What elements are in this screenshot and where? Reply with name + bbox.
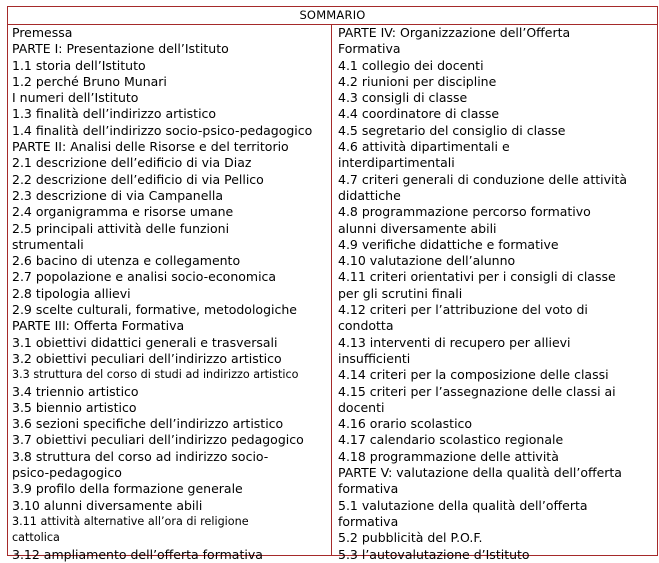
list-item: 4.16 orario scolastico: [338, 416, 473, 432]
list-item: didattiche: [338, 187, 401, 203]
list-item: 3.3 struttura del corso di studi ad indirizzo artistico: [12, 368, 299, 382]
list-item: 4.7 criteri generali di conduzione delle attività: [338, 171, 628, 187]
list-item: 3.1 obiettivi didattici generali e trasversali: [12, 334, 278, 350]
list-item: insufficienti: [338, 350, 411, 366]
list-item: formativa: [338, 513, 399, 529]
list-item: 1.4 finalità dell’indirizzo socio-psico-pedagogico: [12, 122, 313, 138]
list-item: 3.11 attività alternative all’ora di religione: [12, 514, 249, 528]
list-item: 1.2 perché Bruno Munari: [12, 73, 167, 89]
list-item: PARTE IV: Organizzazione dell’Offerta: [338, 25, 571, 40]
list-item: 1.3 finalità dell’indirizzo artistico: [12, 106, 217, 122]
list-item: 4.18 programmazione delle attività: [338, 448, 559, 464]
list-item: 4.9 verifiche didattiche e formative: [338, 236, 559, 252]
list-item: 2.8 tipologia allievi: [12, 285, 131, 301]
list-item: 3.5 biennio artistico: [12, 399, 137, 415]
list-item: 3.7 obiettivi peculiari dell’indirizzo pedagogico: [12, 432, 304, 448]
list-item: 4.15 criteri per l’assegnazione delle classi ai: [338, 383, 616, 399]
list-item: PARTE III: Offerta Formativa: [12, 318, 185, 334]
list-item: 4.6 attività dipartimentali e: [338, 139, 510, 155]
list-item: 2.2 descrizione dell’edificio di via Pellico: [12, 171, 264, 187]
toc-right-column: [332, 24, 657, 562]
list-item: 2.6 bacino di utenza e collegamento: [12, 253, 241, 269]
list-item: 2.9 scelte culturali, formative, metodologiche: [12, 302, 297, 318]
list-item: 1.1 storia dell’Istituto: [12, 57, 146, 73]
toc-title: SOMMARIO: [8, 7, 657, 25]
list-item: 2.4 organigramma e risorse umane: [12, 204, 234, 220]
list-item: PARTE V: valutazione della qualità dell’offerta: [338, 465, 622, 481]
list-item: 4.13 interventi di recupero per allievi: [338, 334, 571, 350]
list-item: 4.1 collegio dei docenti: [338, 57, 484, 73]
list-item: 4.14 criteri per la composizione delle classi: [338, 367, 609, 383]
list-item: Formativa: [338, 41, 401, 57]
list-item: 5.3 l’autovalutazione d’Istituto: [338, 546, 530, 562]
list-item: 2.1 descrizione dell’edificio di via Diaz: [12, 155, 252, 171]
list-item: 3.2 obiettivi peculiari dell’indirizzo artistico: [12, 350, 282, 366]
list-item: docenti: [338, 399, 385, 415]
list-item: 4.8 programmazione percorso formativo: [338, 204, 591, 220]
list-item: PARTE II: Analisi delle Risorse e del territorio: [12, 139, 289, 155]
list-item: 5.1 valutazione della qualità dell’offerta: [338, 497, 588, 513]
list-item: 2.3 descrizione di via Campanella: [12, 187, 224, 203]
list-item: condotta: [338, 318, 394, 334]
list-item: 2.7 popolazione e analisi socio-economica: [12, 269, 277, 285]
list-item: I numeri dell’Istituto: [12, 90, 139, 106]
list-item: per gli scrutini finali: [338, 285, 463, 301]
list-item: 4.4 coordinatore di classe: [338, 106, 500, 122]
list-item: cattolica: [12, 531, 60, 545]
list-item: strumentali: [12, 236, 84, 252]
list-item: 3.4 triennio artistico: [12, 383, 139, 399]
list-item: 3.9 profilo della formazione generale: [12, 481, 243, 497]
list-item: 2.5 principali attività delle funzioni: [12, 220, 230, 236]
list-item: 4.2 riunioni per discipline: [338, 73, 497, 89]
list-item: Premessa: [12, 25, 73, 40]
list-item: 3.8 struttura del corso ad indirizzo socio-: [12, 448, 269, 464]
list-item: formativa: [338, 481, 399, 497]
list-item: 3.12 ampliamento dell’offerta formativa: [12, 546, 263, 562]
list-item: 4.17 calendario scolastico regionale: [338, 432, 564, 448]
list-item: 4.3 consigli di classe: [338, 90, 468, 106]
list-item: 3.6 sezioni specifiche dell’indirizzo artistico: [12, 416, 284, 432]
table-of-contents: [7, 6, 658, 562]
list-item: PARTE I: Presentazione dell’Istituto: [12, 41, 229, 57]
list-item: interdipartimentali: [338, 155, 455, 171]
list-item: 4.12 criteri per l’attribuzione del voto di: [338, 302, 588, 318]
toc-left-column: [8, 24, 332, 562]
list-item: 5.2 pubblicità del P.O.F.: [338, 530, 483, 546]
list-item: alunni diversamente abili: [338, 220, 497, 236]
list-item: 4.5 segretario del consiglio di classe: [338, 122, 566, 138]
list-item: 3.10 alunni diversamente abili: [12, 497, 203, 513]
list-item: 4.11 criteri orientativi per i consigli di classe: [338, 269, 616, 285]
list-item: psico-pedagogico: [12, 465, 122, 481]
list-item: 4.10 valutazione dell’alunno: [338, 253, 516, 269]
